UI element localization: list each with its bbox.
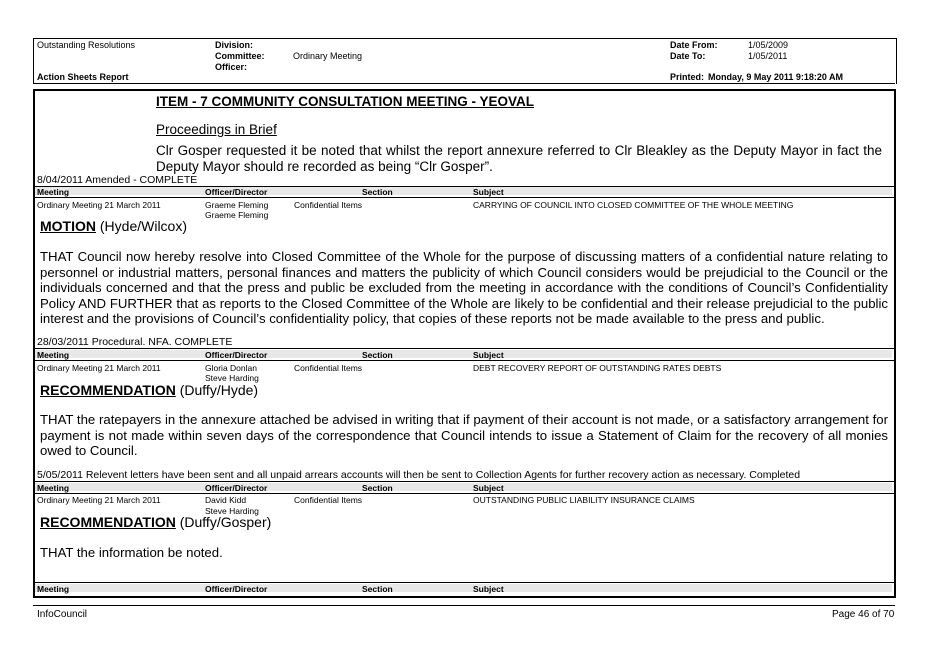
col-meeting: Meeting xyxy=(37,584,70,594)
date-from-label: Date From: xyxy=(670,40,718,50)
block2-col-band xyxy=(35,350,892,358)
block3-subject: OUTSTANDING PUBLIC LIABILITY INSURANCE CLAIMS xyxy=(473,495,695,505)
proceedings-text: Clr Gosper requested it be noted that whilst the report annexure referred to Clr Bleakley as the Deputy Mayor in fact the Deputy Mayor should re recorded as being “Clr Gosper”. xyxy=(156,143,882,174)
block3-status: 5/05/2011 Relevent letters have been sent and all unpaid arrears accounts will then be sent to Collection Agents for further recovery action as necessary. Completed xyxy=(37,469,801,481)
item-title: ITEM - 7 COMMUNITY CONSULTATION MEETING - YEOVAL xyxy=(156,94,534,109)
date-to-label: Date To: xyxy=(670,51,706,61)
col-officer: Officer/Director xyxy=(205,584,268,594)
block2-subject: DEBT RECOVERY REPORT OF OUTSTANDING RATES DEBTS xyxy=(473,363,722,373)
committee-label: Committee: xyxy=(215,51,265,61)
block2-col-line xyxy=(33,360,894,361)
block2-heading-bold: RECOMMENDATION xyxy=(40,382,176,398)
col-subject: Subject xyxy=(473,584,504,594)
block2-status: 28/03/2011 Procedural. NFA. COMPLETE xyxy=(37,336,233,348)
block3-text: THAT the information be noted. xyxy=(40,545,223,560)
col-section: Section xyxy=(362,584,393,594)
action-sheets-label: Action Sheets Report xyxy=(37,72,129,82)
block2-heading xyxy=(40,382,258,398)
block3-col-line xyxy=(33,493,894,494)
date-to-value: 1/05/2011 xyxy=(748,51,788,61)
block3-officer2: Steve Harding xyxy=(205,506,259,516)
printed-label: Printed: xyxy=(670,72,705,82)
block2-heading-rest: (Duffy/Hyde) xyxy=(175,382,259,398)
col-subject: Subject xyxy=(473,187,504,197)
col-meeting: Meeting xyxy=(37,187,70,197)
date-from-value: 1/05/2009 xyxy=(748,40,789,50)
block1-section: Confidential Items xyxy=(294,200,363,210)
proceedings-heading: Proceedings in Brief xyxy=(156,122,277,137)
block2-section: Confidential Items xyxy=(294,363,363,373)
block2-officer2: Steve Harding xyxy=(205,373,259,383)
footer-app-name: InfoCouncil xyxy=(37,609,88,620)
col-subject: Subject xyxy=(473,350,504,360)
block1-col-band xyxy=(35,187,892,195)
col-subject: Subject xyxy=(473,483,504,493)
printed-value: Monday, 9 May 2011 9:18:20 AM xyxy=(708,72,844,82)
block1-officer1: Graeme Fleming xyxy=(205,200,269,210)
col-officer: Officer/Director xyxy=(205,483,268,493)
block3-meeting: Ordinary Meeting 21 March 2011 xyxy=(37,495,161,505)
division-label: Division: xyxy=(215,40,254,50)
block2-text: THAT the ratepayers in the annexure attached be advised in writing that if payment of their account is not made, or a satisfactory arrangement for payment is not made within seven days of the correspondence that Council intends to issue a Statement of Claim for the recovery of all monies owed to Council. xyxy=(40,412,888,458)
block2-meeting: Ordinary Meeting 21 March 2011 xyxy=(37,363,161,373)
footer-page-number: Page 46 of 70 xyxy=(832,609,895,620)
officer-label: Officer: xyxy=(215,62,248,72)
col-officer: Officer/Director xyxy=(205,187,268,197)
col-section: Section xyxy=(362,483,393,493)
block1-heading-rest: (Hyde/Wilcox) xyxy=(96,218,188,234)
block1-col-line xyxy=(33,197,894,198)
block3-top-line xyxy=(33,481,894,482)
block3-heading xyxy=(40,514,271,530)
block3-section: Confidential Items xyxy=(294,495,363,505)
block1-officer2: Graeme Fleming xyxy=(205,210,269,220)
col-section: Section xyxy=(362,187,393,197)
block1-heading-bold: MOTION xyxy=(40,218,96,234)
block1-meeting: Ordinary Meeting 21 March 2011 xyxy=(37,200,161,210)
report-name: Outstanding Resolutions xyxy=(37,40,136,50)
committee-value: Ordinary Meeting xyxy=(293,51,363,61)
col-meeting: Meeting xyxy=(37,350,70,360)
col-meeting: Meeting xyxy=(37,483,70,493)
block1-text: THAT Council now hereby resolve into Closed Committee of the Whole for the purpose of discussing matters of a confidential nature relating to personnel or industrial matters, personal finances and matters the publicity of which Council considers would be prejudicial to the Council or the individuals concerned and that the press and public be excluded from the meeting in accordance with the conditions of Council’s Confidentiality Policy AND FURTHER that as reports to the Closed Committee of the Whole are likely to be confidential and their release prejudicial to the public interest and the provisions of Council’s confidentiality policy, that copies of these reports not be made available to the press and public. xyxy=(40,249,888,326)
block1-subject: CARRYING OF COUNCIL INTO CLOSED COMMITTEE OF THE WHOLE MEETING xyxy=(473,200,794,210)
block3-col-band xyxy=(35,483,892,491)
footer-divider xyxy=(33,605,895,606)
block1-heading xyxy=(40,218,187,234)
bottom-col-top-line xyxy=(33,582,894,583)
block1-status: 8/04/2011 Amended - COMPLETE xyxy=(37,174,198,186)
block2-top-line xyxy=(33,348,894,349)
block3-heading-bold: RECOMMENDATION xyxy=(40,514,176,530)
header-divider xyxy=(33,83,895,84)
block3-heading-rest: (Duffy/Gosper) xyxy=(175,514,272,530)
block3-officer1: David Kidd xyxy=(205,495,247,505)
block2-officer1: Gloria Donlan xyxy=(205,363,257,373)
col-section: Section xyxy=(362,350,393,360)
col-officer: Officer/Director xyxy=(205,350,268,360)
bottom-col-band xyxy=(35,584,892,592)
